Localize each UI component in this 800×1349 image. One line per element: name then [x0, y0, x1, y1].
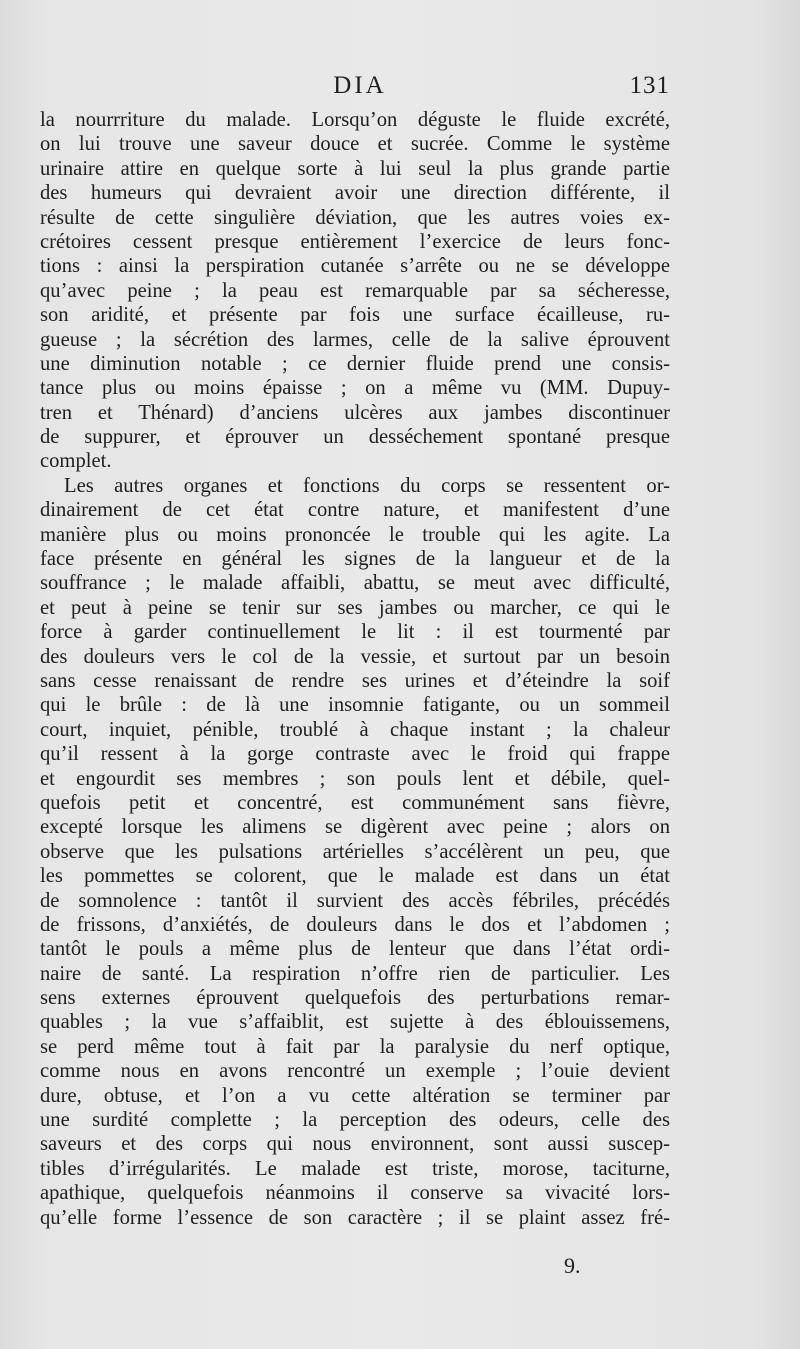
text-line: Les autres organes et fonctions du corps se ressentent or-	[64, 474, 670, 497]
text-line: qui le brûle : de là une insomnie fatigante, ou un sommeil	[40, 694, 670, 717]
text-line: dure, obtuse, et l’on a vu cette altération se terminer par	[40, 1084, 670, 1107]
text-line: et peut à peine se tenir sur ses jambes ou marcher, ce qui le	[40, 596, 670, 619]
text-line: face présente en général les signes de la langueur et de la	[40, 548, 670, 571]
text-line: quefois petit et concentré, est communément sans fièvre,	[40, 791, 670, 814]
text-line: qu’il ressent à la gorge contraste avec le froid qui frappe	[40, 743, 670, 766]
text-line: résulte de cette singulière déviation, que les autres voies ex-	[40, 206, 670, 229]
text-line: urinaire attire en quelque sorte à lui seul la plus grande partie	[40, 157, 670, 180]
text-line: force à garder continuellement le lit : il est tourmenté par	[40, 621, 670, 644]
text-line: on lui trouve une saveur douce et sucrée. Comme le système	[40, 133, 670, 156]
text-line: quables ; la vue s’affaiblit, est sujette à des éblouissemens,	[40, 1011, 670, 1034]
text-line: de frissons, d’anxiétés, de douleurs dans le dos et l’abdomen ;	[40, 913, 670, 936]
text-line: court, inquiet, pénible, troublé à chaque instant ; la chaleur	[40, 718, 670, 741]
text-line: se perd même tout à fait par la paralysie du nerf optique,	[40, 1035, 670, 1058]
paragraph	[40, 108, 670, 474]
text-line: tantôt le pouls a même plus de lenteur que dans l’état ordi-	[40, 938, 670, 961]
text-line: son aridité, et présente par fois une surface écailleuse, ru-	[40, 304, 670, 327]
text-line: des humeurs qui devraient avoir une direction différente, il	[40, 182, 670, 205]
running-head-title: DIA	[333, 72, 387, 99]
text-line: dinairement de cet état contre nature, et manifestent d’une	[40, 499, 670, 522]
signature-mark: 9.	[564, 1253, 581, 1278]
text-line: et engourdit ses membres ; son pouls lent et débile, quel-	[40, 767, 670, 790]
text-line: une diminution notable ; ce dernier fluide prend une consis-	[40, 352, 670, 375]
text-line: qu’avec peine ; la peau est remarquable par sa sécheresse,	[40, 279, 670, 302]
text-line: de suppurer, et éprouver un desséchement spontané presque	[40, 426, 670, 449]
text-line: complet.	[40, 450, 112, 473]
text-line: tibles d’irrégularités. Le malade est triste, morose, taciturne,	[40, 1157, 670, 1180]
text-line: tance plus ou moins épaisse ; on a même vu (MM. Dupuy-	[40, 377, 670, 400]
text-line: qu’elle forme l’essence de son caractère ; il se plaint assez fré-	[40, 1206, 670, 1229]
text-line: apathique, quelquefois néanmoins il conserve sa vivacité lors-	[40, 1182, 670, 1205]
text-line: comme nous en avons rencontré un exemple ; l’ouie devient	[40, 1060, 670, 1083]
paragraph	[40, 474, 670, 1230]
text-line: souffrance ; le malade affaibli, abattu, se meut avec difficulté,	[40, 572, 670, 595]
body-text	[40, 108, 670, 1230]
text-line: saveurs et des corps qui nous environnent, sont aussi suscep-	[40, 1133, 670, 1156]
text-line: de somnolence : tantôt il survient des accès fébriles, précédés	[40, 889, 670, 912]
text-line: observe que les pulsations artérielles s’accélèrent un peu, que	[40, 840, 670, 863]
text-line: sans cesse renaissant de rendre ses urines et d’éteindre la soif	[40, 669, 670, 692]
text-line: tren et Thénard) d’anciens ulcères aux jambes discontinuer	[40, 401, 670, 424]
text-line: sens externes éprouvent quelquefois des perturbations remar-	[40, 987, 670, 1010]
text-line: manière plus ou moins prononcée le trouble qui les agite. La	[40, 523, 670, 546]
text-line: les pommettes se colorent, que le malade est dans un état	[40, 865, 670, 888]
running-head	[40, 72, 670, 102]
text-line: excepté lorsque les alimens se digèrent avec peine ; alors on	[40, 816, 670, 839]
text-line: une surdité complette ; la perception des odeurs, celle des	[40, 1109, 670, 1132]
text-line: gueuse ; la sécrétion des larmes, celle de la salive éprouvent	[40, 328, 670, 351]
text-line: crétoires cessent presque entièrement l’exercice de leurs fonc-	[40, 230, 670, 253]
text-line: des douleurs vers le col de la vessie, et surtout par un besoin	[40, 645, 670, 668]
text-line: naire de santé. La respiration n’offre rien de particulier. Les	[40, 962, 670, 985]
page-number: 131	[629, 72, 670, 99]
text-line: tions : ainsi la perspiration cutanée s’arrête ou ne se développe	[40, 255, 670, 278]
text-line: la nourrriture du malade. Lorsqu’on déguste le fluide excrété,	[40, 109, 670, 131]
